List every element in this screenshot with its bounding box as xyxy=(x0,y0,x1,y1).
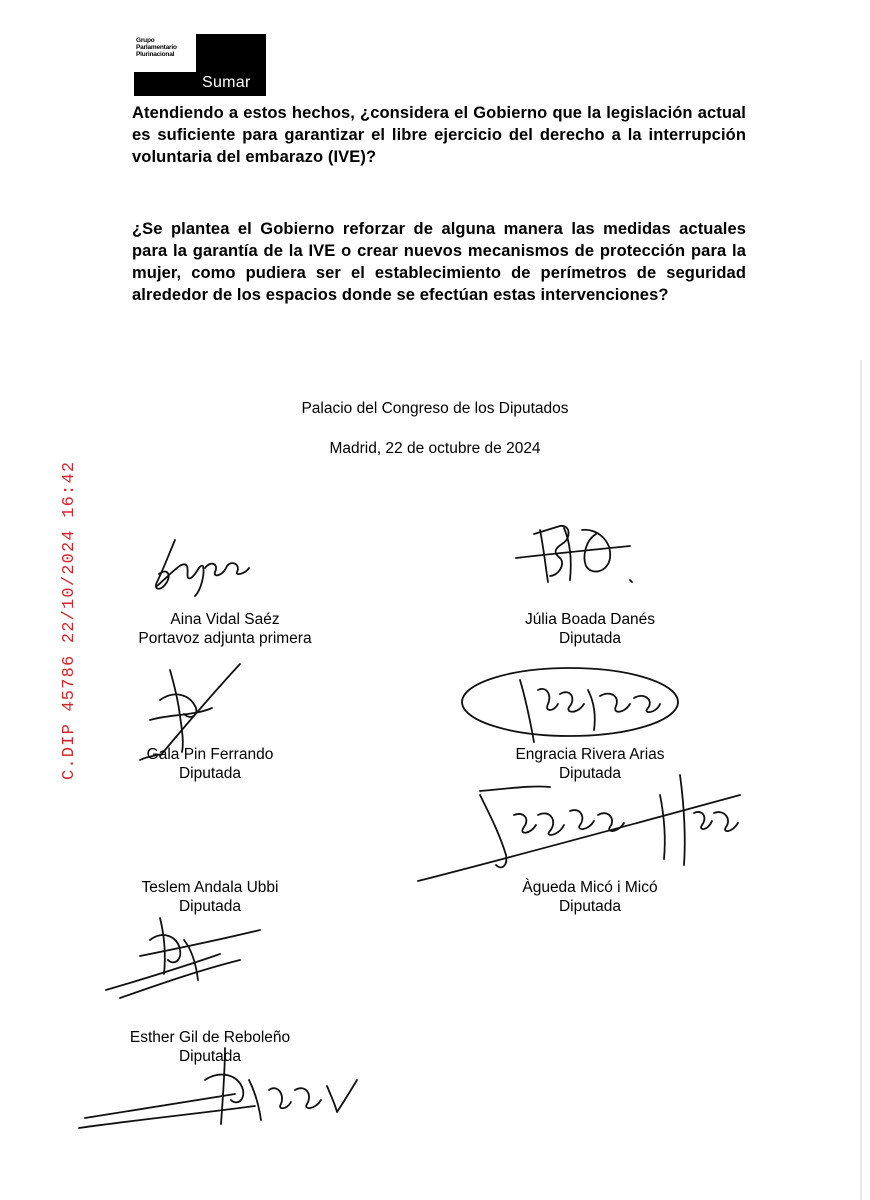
date-line: Madrid, 22 de octubre de 2024 xyxy=(329,440,541,457)
signer-name: Esther Gil de Reboleño xyxy=(129,1029,291,1046)
question-2: ¿Se plantea el Gobierno reforzar de alguna manera las medidas actuales para la garantía de la IVE o crear nuevos mecanismos de protección para la mujer, como pudiera ser el establecimiento de perímetros de seguridad alrededor de los espacios donde se efectúan estas intervenciones? xyxy=(132,220,746,304)
signer-aina-vidal xyxy=(130,610,320,648)
logo-group-label xyxy=(134,34,196,72)
registry-stamp-text: C.DIP 45786 22/10/2024 16:42 xyxy=(60,460,79,780)
signer-name: Engracia Rivera Arias xyxy=(515,746,665,763)
logo-line: Grupo xyxy=(136,37,155,44)
signer-teslem-andala xyxy=(110,878,310,916)
signer-role: Portavoz adjunta primera xyxy=(138,630,312,647)
signer-name: Aina Vidal Saéz xyxy=(170,611,280,628)
place-line: Palacio del Congreso de los Diputados xyxy=(301,400,569,417)
signer-julia-boada xyxy=(470,610,710,648)
signer-role: Diputada xyxy=(558,898,622,915)
signer-gala-pin xyxy=(110,745,310,783)
question-1: Atendiendo a estos hechos, ¿considera el Gobierno que la legislación actual es suficiente para garantizar el libre ejercicio del derecho a la interrupción voluntaria del embarazo (IVE)? xyxy=(132,104,746,166)
signer-role: Diputada xyxy=(558,765,622,782)
logo-line: Plurinacional xyxy=(136,51,175,58)
logo-brand: Sumar xyxy=(202,74,251,91)
registry-stamp xyxy=(20,430,79,780)
signer-role: Diputada xyxy=(178,765,242,782)
logo-line: Parlamentario xyxy=(136,44,177,51)
signature-aina-vidal xyxy=(145,530,255,600)
signer-name: Àgueda Micó i Micó xyxy=(522,879,658,896)
signature-teslem-andala xyxy=(100,910,280,1005)
signer-role: Diputada xyxy=(558,630,622,647)
signer-name: Gala Pin Ferrando xyxy=(146,746,274,763)
signer-name: Teslem Andala Ubbi xyxy=(141,879,279,896)
signer-name: Júlia Boada Danés xyxy=(524,611,656,628)
signer-esther-gil xyxy=(110,1028,310,1066)
signer-role: Diputada xyxy=(178,898,242,915)
signer-agueda-mico xyxy=(470,878,710,916)
sumar-logo xyxy=(134,34,266,96)
signer-engracia-rivera xyxy=(470,745,710,783)
signature-julia-boada xyxy=(500,510,650,590)
page-edge-shadow xyxy=(860,360,862,1200)
signer-role: Diputada xyxy=(178,1048,242,1065)
